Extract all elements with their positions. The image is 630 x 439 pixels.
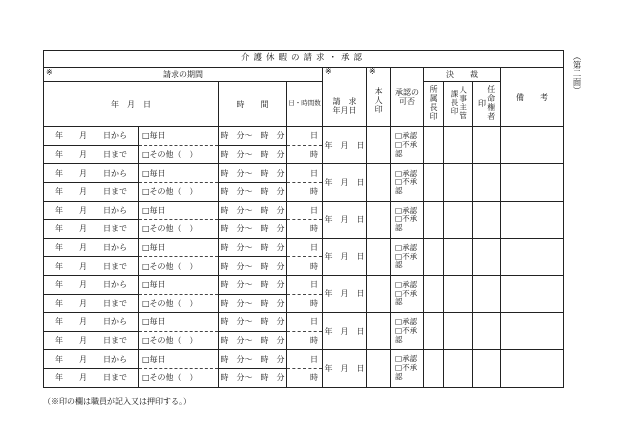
hours-field[interactable]: 時 [287,257,323,276]
every-day-checkbox[interactable]: □毎日 [139,238,219,257]
request-date-field[interactable]: 年 月 日 [323,275,367,312]
appointer-seal-field[interactable] [473,275,501,312]
to-date[interactable]: 年 月 日まで [44,145,139,164]
disapprove-checkbox[interactable]: □不承認 [395,288,418,307]
hours-field[interactable]: 時 [287,182,323,201]
remarks-field[interactable] [501,238,564,275]
disapprove-checkbox[interactable]: □不承認 [395,177,418,195]
days-hours-header: 日・時間数 [287,82,323,127]
personal-seal-field[interactable] [367,201,391,238]
from-date[interactable]: 年 月 日から [44,350,139,369]
remarks-field[interactable] [501,275,564,312]
leave-request-row [44,350,564,369]
remarks-field[interactable] [501,164,564,201]
appointer-seal: 任命権者印 [473,82,501,127]
other-checkbox[interactable]: □その他（ ） [139,145,219,164]
remarks-header: 備 考 [501,68,564,127]
days-field[interactable]: 日 [287,164,323,183]
approval-options[interactable] [391,164,424,201]
hr-head-seal: 人事主管課長印 [444,82,473,127]
time-range-to[interactable]: 時 分～ 時 分 [219,220,287,239]
time-range-to[interactable]: 時 分～ 時 分 [219,294,287,313]
other-checkbox[interactable]: □その他（ ） [139,220,219,239]
approve-checkbox[interactable]: □承認 [395,168,418,178]
time-range-to[interactable]: 時 分～ 時 分 [219,182,287,201]
approval-options[interactable] [391,275,424,312]
approval-options[interactable] [391,238,424,275]
from-date[interactable]: 年 月 日から [44,201,139,220]
time-range-from[interactable]: 時 分～ 時 分 [219,275,287,294]
office-head-seal-field[interactable] [424,275,444,312]
approve-checkbox[interactable]: □承認 [395,354,418,364]
every-day-checkbox[interactable]: □毎日 [139,201,219,220]
time-range-to[interactable]: 時 分～ 時 分 [219,257,287,276]
leave-request-row [44,127,564,146]
approval-header: 承認の 可否 [391,68,424,127]
personal-seal-field[interactable] [367,127,391,164]
request-date-field[interactable]: 年 月 日 [323,164,367,201]
leave-request-row [44,313,564,332]
remarks-field[interactable] [501,350,564,387]
appointer-seal-field[interactable] [473,350,501,387]
request-date-field[interactable]: 年 月 日 [323,127,367,164]
appointer-seal-field[interactable] [473,164,501,201]
disapprove-checkbox[interactable]: □不承認 [395,251,418,270]
personal-seal-field[interactable] [367,350,391,387]
from-date[interactable]: 年 月 日から [44,127,139,146]
hr-head-seal-field[interactable] [444,164,473,201]
request-date-field[interactable]: 年 月 日 [323,238,367,275]
time-range-to[interactable]: 時 分～ 時 分 [219,331,287,350]
request-date-field[interactable]: 年 月 日 [323,313,367,350]
time-range-from[interactable]: 時 分～ 時 分 [219,127,287,146]
hr-head-seal-field[interactable] [444,275,473,312]
request-date-header: ※ 請 求 年月日 [323,68,367,127]
approval-options[interactable] [391,201,424,238]
days-field[interactable]: 日 [287,127,323,146]
remarks-field[interactable] [501,313,564,350]
to-date[interactable]: 年 月 日まで [44,257,139,276]
hours-field[interactable]: 時 [287,294,323,313]
personal-seal-field[interactable] [367,275,391,312]
remarks-field[interactable] [501,127,564,164]
disapprove-checkbox[interactable]: □不承認 [395,325,418,344]
approval-options[interactable] [391,313,424,350]
every-day-checkbox[interactable]: □毎日 [139,164,219,183]
other-checkbox[interactable]: □その他（ ） [139,331,219,350]
appointer-seal-field[interactable] [473,127,501,164]
to-date[interactable]: 年 月 日まで [44,182,139,201]
approve-checkbox[interactable]: □承認 [395,131,418,141]
hr-head-seal-field[interactable] [444,350,473,387]
to-date[interactable]: 年 月 日まで [44,294,139,313]
hours-field[interactable]: 時 [287,145,323,164]
approval-options[interactable] [391,350,424,387]
from-date[interactable]: 年 月 日から [44,238,139,257]
hr-head-seal-field[interactable] [444,127,473,164]
approve-checkbox[interactable]: □承認 [395,280,418,290]
to-date[interactable]: 年 月 日まで [44,331,139,350]
time-header: 時 間 [219,82,287,127]
seal-header: ※ 本人印 [367,68,391,127]
decision-header: 決 裁 [424,68,501,82]
time-range-from[interactable]: 時 分～ 時 分 [219,164,287,183]
personal-seal-field[interactable] [367,313,391,350]
days-field[interactable]: 日 [287,238,323,257]
days-field[interactable]: 日 [287,275,323,294]
other-checkbox[interactable]: □その他（ ） [139,257,219,276]
from-date[interactable]: 年 月 日から [44,313,139,332]
request-period-header: ※ 請求の期間 [44,68,323,82]
days-field[interactable]: 日 [287,201,323,220]
hr-head-seal-field[interactable] [444,238,473,275]
other-checkbox[interactable]: □その他（ ） [139,182,219,201]
appointer-seal-field[interactable] [473,313,501,350]
disapprove-checkbox[interactable]: □不承認 [395,363,418,381]
disapprove-checkbox[interactable]: □不承認 [395,139,418,158]
footnote: （※印の欄は職員が記入又は押印する。） [43,397,191,406]
other-checkbox[interactable]: □その他（ ） [139,368,219,387]
personal-seal-field[interactable] [367,164,391,201]
from-date[interactable]: 年 月 日から [44,164,139,183]
request-date-field[interactable]: 年 月 日 [323,350,367,387]
office-head-seal: 所属長印 [424,82,444,127]
approve-checkbox[interactable]: □承認 [395,205,418,215]
page-side-label: （第二面） [571,52,581,95]
hr-head-seal-field[interactable] [444,201,473,238]
from-date[interactable]: 年 月 日から [44,275,139,294]
approve-checkbox[interactable]: □承認 [395,317,418,327]
leave-request-row [44,164,564,183]
to-date[interactable]: 年 月 日まで [44,220,139,239]
office-head-seal-field[interactable] [424,127,444,164]
disapprove-checkbox[interactable]: □不承認 [395,214,418,232]
form-title: 介護休暇の請求・承認 [44,51,564,68]
days-field[interactable]: 日 [287,313,323,332]
request-date-field[interactable]: 年 月 日 [323,201,367,238]
hr-head-seal-field[interactable] [444,313,473,350]
hours-field[interactable]: 時 [287,220,323,239]
approval-options[interactable] [391,127,424,164]
time-range-from[interactable]: 時 分～ 時 分 [219,238,287,257]
appointer-seal-field[interactable] [473,238,501,275]
every-day-checkbox[interactable]: □毎日 [139,350,219,369]
office-head-seal-field[interactable] [424,350,444,387]
care-leave-form [43,50,563,393]
approve-checkbox[interactable]: □承認 [395,242,418,252]
office-head-seal-field[interactable] [424,313,444,350]
hours-field[interactable]: 時 [287,331,323,350]
remarks-field[interactable] [501,201,564,238]
every-day-checkbox[interactable]: □毎日 [139,275,219,294]
office-head-seal-field[interactable] [424,201,444,238]
hours-field[interactable]: 時 [287,368,323,387]
other-checkbox[interactable]: □その他（ ） [139,294,219,313]
personal-seal-field[interactable] [367,238,391,275]
every-day-checkbox[interactable]: □毎日 [139,127,219,146]
appointer-seal-field[interactable] [473,201,501,238]
date-header: 年 月 日 [44,82,219,127]
leave-request-row [44,275,564,294]
office-head-seal-field[interactable] [424,238,444,275]
days-field[interactable]: 日 [287,350,323,369]
to-date[interactable]: 年 月 日まで [44,368,139,387]
leave-request-row [44,201,564,220]
time-range-from[interactable]: 時 分～ 時 分 [219,350,287,369]
every-day-checkbox[interactable]: □毎日 [139,313,219,332]
time-range-to[interactable]: 時 分～ 時 分 [219,145,287,164]
office-head-seal-field[interactable] [424,164,444,201]
mark-symbol: ※ [46,68,53,77]
time-range-to[interactable]: 時 分～ 時 分 [219,368,287,387]
leave-request-row [44,238,564,257]
time-range-from[interactable]: 時 分～ 時 分 [219,201,287,220]
time-range-from[interactable]: 時 分～ 時 分 [219,313,287,332]
